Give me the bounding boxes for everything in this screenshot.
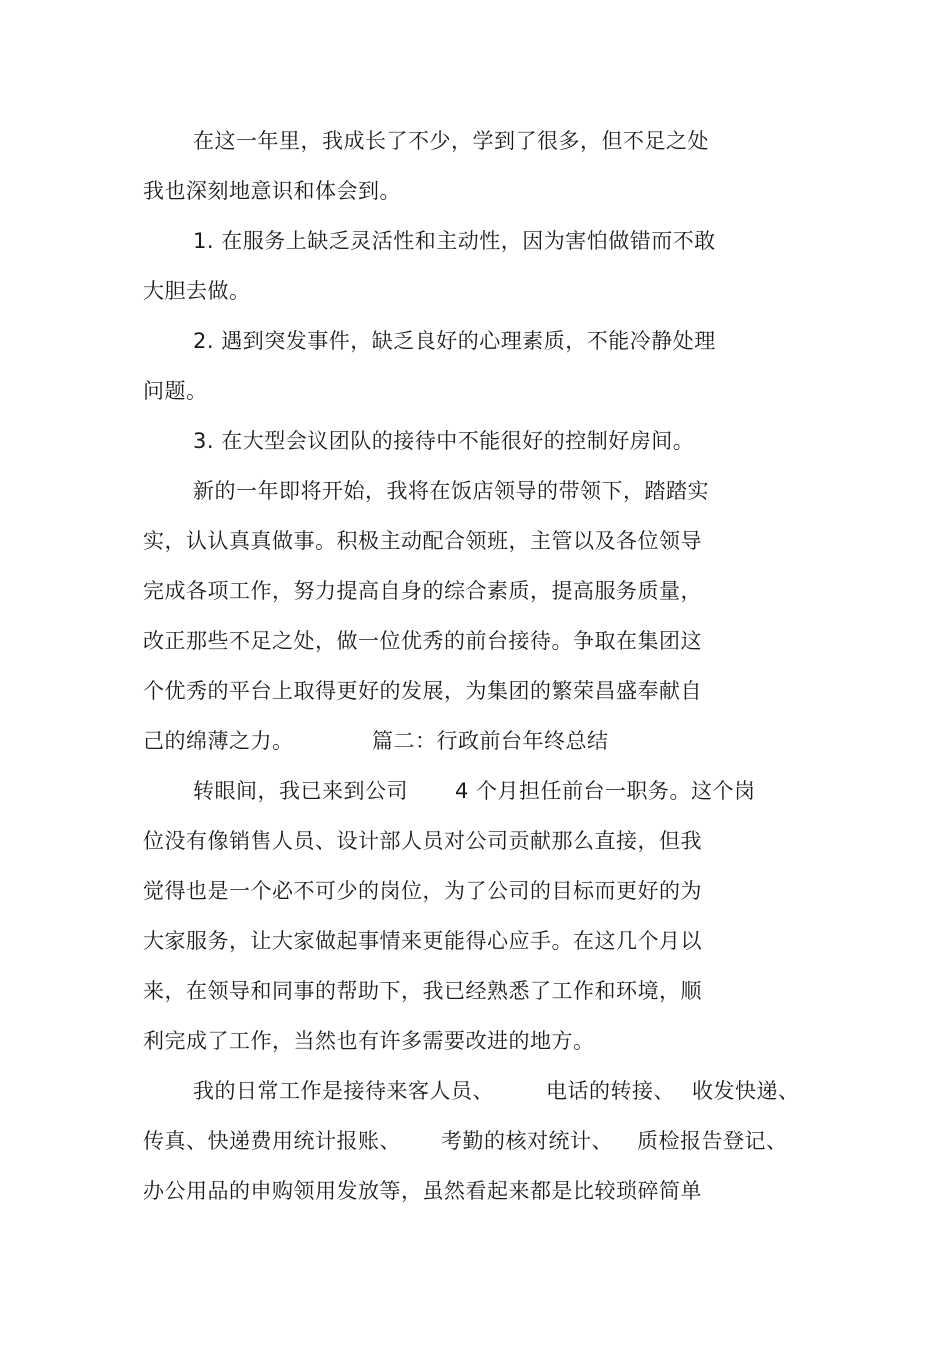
paragraph-line: 己的绵薄之力。 — [143, 729, 294, 753]
paragraph-line: 来，在领导和同事的帮助下，我已经熟悉了工作和环境，顺 — [143, 979, 702, 1003]
paragraph-line: 质检报告登记、 — [637, 1129, 788, 1153]
paragraph-line: 我也深刻地意识和体会到。 — [143, 179, 401, 203]
paragraph-line: 位没有像销售人员、设计部人员对公司贡献那么直接，但我 — [143, 829, 702, 853]
paragraph-line: 完成各项工作，努力提高自身的综合素质，提高服务质量， — [143, 579, 702, 603]
list-item-line: 大胆去做。 — [143, 279, 251, 303]
paragraph-line: 考勤的核对统计、 — [441, 1129, 613, 1153]
paragraph-line: 4 个月担任前台一职务。这个岗 — [455, 779, 756, 803]
paragraph-line: 利完成了工作，当然也有许多需要改进的地方。 — [143, 1029, 595, 1053]
paragraph-line: 我的日常工作是接待来客人员、 — [193, 1079, 494, 1103]
paragraph-line: 传真、快递费用统计报账、 — [143, 1129, 401, 1153]
paragraph-line: 大家服务，让大家做起事情来更能得心应手。在这几个月以 — [143, 929, 702, 953]
paragraph-line: 新的一年即将开始，我将在饭店领导的带领下，踏踏实 — [193, 479, 709, 503]
paragraph-line: 收发快递、 — [692, 1079, 800, 1103]
paragraph-line: 电话的转接、 — [546, 1079, 675, 1103]
list-item-line: 1. 在服务上缺乏灵活性和主动性，因为害怕做错而不敢 — [193, 229, 716, 253]
paragraph-line: 在这一年里，我成长了不少，学到了很多，但不足之处 — [193, 129, 709, 153]
list-item-line: 问题。 — [143, 379, 208, 403]
list-item-line: 2. 遇到突发事件，缺乏良好的心理素质，不能冷静处理 — [193, 329, 716, 353]
paragraph-line: 觉得也是一个必不可少的岗位，为了公司的目标而更好的为 — [143, 879, 702, 903]
paragraph-line: 转眼间，我已来到公司 — [193, 779, 408, 803]
paragraph-line: 改正那些不足之处，做一位优秀的前台接待。争取在集团这 — [143, 629, 702, 653]
paragraph-line: 实，认认真真做事。积极主动配合领班，主管以及各位领导 — [143, 529, 702, 553]
list-item-line: 3. 在大型会议团队的接待中不能很好的控制好房间。 — [193, 429, 695, 453]
paragraph-line: 办公用品的申购领用发放等，虽然看起来都是比较琐碎简单 — [143, 1179, 702, 1203]
section-heading: 篇二：行政前台年终总结 — [372, 729, 609, 753]
paragraph-line: 个优秀的平台上取得更好的发展，为集团的繁荣昌盛奉献自 — [143, 679, 702, 703]
